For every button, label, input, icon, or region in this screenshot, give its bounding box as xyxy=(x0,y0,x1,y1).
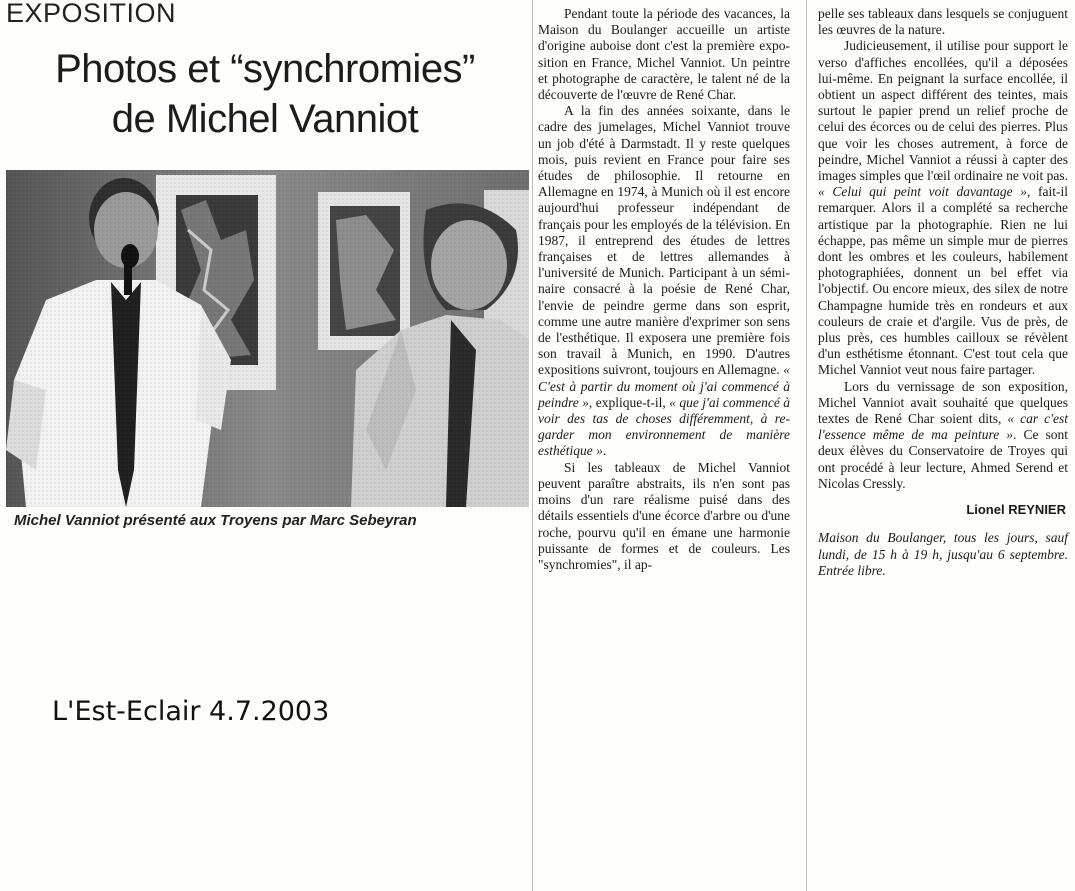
quote: « Celui qui peint voit davantage » xyxy=(818,184,1028,200)
paragraph-text: . xyxy=(602,443,607,459)
paragraph-text: , fait-il remarquer. Alors il a complété sa recherche artistique par la photographie. Rien ne lui échappe, pas même un simple mur de pierres dont les ombres et les couleurs, habilement photographiées, donnent un bel effet via l'objectif. Ou encore mieux, des silex de notre Champagne humide très en rondeurs et aux couleurs de craie et d'argile. Vus de près, de plus près, ces humbles cailloux se révèlent d'un esthétisme étonnant. C'est tout cela que Michel Vanniot veut nous faire partager. xyxy=(818,184,1068,378)
paragraph xyxy=(538,103,790,459)
publication-source: L'Est-Eclair 4.7.2003 xyxy=(52,696,330,727)
article-headline xyxy=(20,44,510,144)
paragraph-text: A la fin des années soixante, dans le cadre des jumelages, Michel Vanniot trouve un job d'été à Darmstadt. Il y reste quelques mois, puis revient en France pour faire ses études de philosophie. Il retourne en Allemagne en 1974, à Munich où il est encore aujourd'hui professeur indépendant de français pour les employés de la télévision. En 1987, il entreprend des études de lettres françaises et de lettres allemandes à l'université de Munich. Participant à un séminaire consacré à la poésie de René Char, l'envie de peindre germe dans son esprit, comme une autre manière d'exprimer son sens de l'esthétique. Il exposera une première fois son travail à Munich, en 1990. D'autres expositions suivront, toujours en Allemagne. xyxy=(538,103,790,378)
paragraph-text: Lors du vernissage de son exposition, Michel Vanniot avait souhaité que quelques textes de René Char soient dits, xyxy=(818,378,1068,427)
paragraph-text: Judicieusement, il utilise pour support le verso d'affiches encollées, qu'il a déposées lui-même. En peignant la surface encollée, il obtient un aspect différent des teintes, mais surtout le papier prend un relief proche de celui des écorces ou de celui des pierres. Plus que voir les choses autrement, à force de peindre, Michel Vanniot a réussi à capter des images simples que l'œil ordinaire ne voit pas. xyxy=(818,38,1068,184)
column-rule-middle xyxy=(806,0,807,891)
paragraph: Si les tableaux de Michel Vanniot peuvent paraître abstraits, ils n'en sont pas moins d'un rare réalisme puisé dans des détails essentiels d'une écorce d'arbre ou d'une roche, pourvu qu'il en émane une harmonie puissante de formes et de couleurs. Les "synchromies", il ap- xyxy=(538,459,790,572)
headline-line-2: de Michel Vanniot xyxy=(111,97,419,141)
paragraph-text: , explique-t-il, xyxy=(588,394,670,410)
article-column-1 xyxy=(538,6,790,573)
exhibition-info: Maison du Boulanger, tous les jours, sauf lundi, de 15 h à 19 h, jusqu'au 6 septembre. Entrée libre. xyxy=(818,530,1068,578)
quote: « que j'ai commencé à voir des tas de choses différemment, à regarder mon environnement de manière esthétique » xyxy=(538,394,790,459)
article-photo xyxy=(6,170,529,507)
section-rubric: EXPOSITION xyxy=(6,0,177,28)
paragraph xyxy=(818,379,1068,492)
headline-line-1: Photos et “synchromies” xyxy=(55,47,475,91)
paragraph-text: . Ce sont deux élèves du Conservatoire de Troyes qui ont procédé à leur lecture, Ahmed Serend et Nicolas Cressly. xyxy=(818,427,1068,491)
quote: « C'est à partir du moment où j'ai commencé à peindre » xyxy=(538,362,790,410)
article-column-2 xyxy=(818,6,1068,579)
quote: « car c'est l'essence même de ma peinture » xyxy=(818,411,1069,443)
column-rule-left xyxy=(532,0,533,891)
author-byline: Lionel REYNIER xyxy=(966,502,1066,518)
paragraph: pelle ses tableaux dans lesquels se conjuguent les œuvres de la nature. xyxy=(818,6,1068,38)
paragraph: Pendant toute la période des vacances, la Maison du Boulanger accueille un artiste d'origine auboise dont c'est la première exposition en France, Michel Vanniot. Un peintre et photographe de caractère, le talent né de la découverte de l'œuvre de René Char. xyxy=(538,6,790,103)
paragraph xyxy=(818,38,1068,378)
photo-two-men-exhibition-icon xyxy=(6,170,529,507)
photo-caption: Michel Vanniot présenté aux Troyens par Marc Sebeyran xyxy=(14,512,417,529)
